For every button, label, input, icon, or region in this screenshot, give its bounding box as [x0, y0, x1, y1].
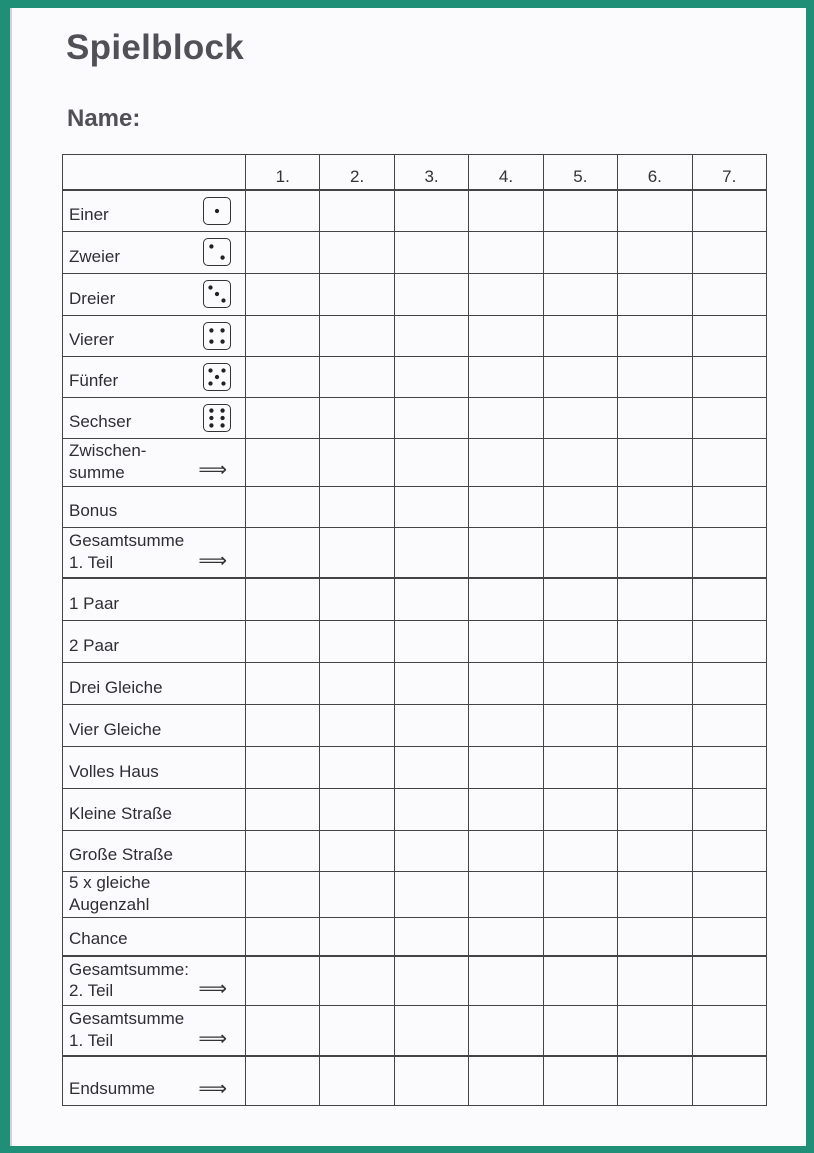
row-label-cell — [63, 956, 246, 1006]
score-row — [63, 918, 767, 956]
score-cell[interactable] — [394, 578, 468, 621]
score-cell[interactable] — [320, 663, 394, 705]
score-cell[interactable] — [618, 274, 692, 316]
score-cell[interactable] — [692, 398, 766, 439]
score-cell[interactable] — [618, 663, 692, 705]
die-face-1-icon — [203, 197, 231, 225]
row-label: Dreier — [69, 289, 116, 309]
score-cell[interactable] — [692, 232, 766, 274]
score-cell[interactable] — [246, 439, 320, 487]
score-cell[interactable] — [692, 621, 766, 663]
score-cell[interactable] — [320, 316, 394, 357]
score-cell[interactable] — [692, 487, 766, 528]
score-cell[interactable] — [469, 621, 543, 663]
column-header: 1. — [246, 155, 320, 190]
row-label-second-line: Augenzahl — [69, 895, 150, 914]
row-label-cell — [63, 747, 246, 789]
row-label-second-line: 1. Teil — [69, 552, 114, 572]
row-label: Vier Gleiche — [69, 720, 162, 740]
score-cell[interactable] — [692, 1006, 766, 1056]
score-cell[interactable] — [320, 487, 394, 528]
score-cell[interactable] — [469, 398, 543, 439]
score-cell[interactable] — [320, 357, 394, 398]
score-row — [63, 1006, 767, 1056]
score-cell[interactable] — [320, 1056, 394, 1106]
score-row — [63, 398, 767, 439]
page-title: Spielblock — [66, 28, 245, 67]
score-cell[interactable] — [618, 232, 692, 274]
row-label-cell — [63, 1056, 246, 1106]
score-cell[interactable] — [543, 232, 617, 274]
score-cell[interactable] — [394, 274, 468, 316]
score-cell[interactable] — [246, 274, 320, 316]
score-cell[interactable] — [618, 1056, 692, 1106]
score-cell[interactable] — [618, 789, 692, 831]
double-arrow-right-icon: ⟹ — [198, 978, 227, 1000]
score-cell[interactable] — [543, 487, 617, 528]
row-label-cell — [63, 705, 246, 747]
score-cell[interactable] — [246, 190, 320, 232]
score-cell[interactable] — [394, 398, 468, 439]
score-row — [63, 316, 767, 357]
score-row — [63, 747, 767, 789]
score-row — [63, 956, 767, 1006]
score-row — [63, 663, 767, 705]
score-row — [63, 872, 767, 918]
score-cell[interactable] — [394, 528, 468, 578]
score-cell[interactable] — [543, 918, 617, 956]
die-face-2-icon — [203, 238, 231, 266]
score-cell[interactable] — [469, 316, 543, 357]
double-arrow-right-icon: ⟹ — [198, 1078, 227, 1100]
score-row — [63, 357, 767, 398]
score-cell[interactable] — [469, 578, 543, 621]
score-cell[interactable] — [320, 190, 394, 232]
score-cell[interactable] — [543, 398, 617, 439]
score-cell[interactable] — [543, 1006, 617, 1056]
score-row — [63, 578, 767, 621]
row-label-cell — [63, 190, 246, 232]
score-cell[interactable] — [320, 872, 394, 918]
row-label: Kleine Straße — [69, 804, 172, 824]
score-cell[interactable] — [246, 398, 320, 439]
score-cell[interactable] — [692, 831, 766, 872]
score-cell[interactable] — [618, 956, 692, 1006]
score-cell[interactable] — [394, 232, 468, 274]
row-label-cell — [63, 528, 246, 578]
score-cell[interactable] — [618, 705, 692, 747]
row-label-cell — [63, 1006, 246, 1056]
score-cell[interactable] — [394, 487, 468, 528]
score-cell[interactable] — [469, 190, 543, 232]
score-cell[interactable] — [469, 439, 543, 487]
score-row — [63, 274, 767, 316]
score-cell[interactable] — [543, 316, 617, 357]
score-cell[interactable] — [320, 1006, 394, 1056]
score-cell[interactable] — [543, 578, 617, 621]
score-cell[interactable] — [246, 528, 320, 578]
score-cell[interactable] — [394, 316, 468, 357]
score-cell[interactable] — [543, 747, 617, 789]
score-cell[interactable] — [246, 357, 320, 398]
score-cell[interactable] — [394, 663, 468, 705]
score-cell[interactable] — [618, 439, 692, 487]
row-label-cell — [63, 621, 246, 663]
score-cell[interactable] — [618, 747, 692, 789]
score-cell[interactable] — [692, 918, 766, 956]
score-cell[interactable] — [618, 528, 692, 578]
score-cell[interactable] — [618, 872, 692, 918]
score-cell[interactable] — [246, 872, 320, 918]
score-cell[interactable] — [543, 621, 617, 663]
score-cell[interactable] — [320, 705, 394, 747]
score-cell[interactable] — [469, 956, 543, 1006]
score-cell[interactable] — [618, 621, 692, 663]
score-cell[interactable] — [246, 1006, 320, 1056]
score-cell[interactable] — [469, 274, 543, 316]
score-cell[interactable] — [469, 747, 543, 789]
score-table — [62, 154, 767, 1106]
score-cell[interactable] — [618, 831, 692, 872]
row-label: Drei Gleiche — [69, 678, 163, 698]
score-row — [63, 705, 767, 747]
score-cell[interactable] — [618, 357, 692, 398]
score-cell[interactable] — [543, 789, 617, 831]
score-row — [63, 1056, 767, 1106]
score-cell[interactable] — [394, 747, 468, 789]
row-label-second-line: 2. Teil — [69, 981, 114, 1001]
row-label: 1 Paar — [69, 594, 120, 614]
score-cell[interactable] — [320, 789, 394, 831]
score-row — [63, 789, 767, 831]
score-cell[interactable] — [246, 956, 320, 1006]
die-face-6-icon — [203, 404, 231, 432]
score-cell[interactable] — [320, 956, 394, 1006]
die-face-3-icon — [203, 280, 231, 308]
row-label: Chance — [69, 928, 128, 948]
score-cell[interactable] — [692, 528, 766, 578]
row-label: Volles Haus — [69, 762, 159, 782]
die-face-5-icon — [203, 363, 231, 391]
row-label: Vierer — [69, 330, 115, 350]
row-label-cell — [63, 872, 246, 918]
score-cell[interactable] — [469, 1006, 543, 1056]
score-cell[interactable] — [618, 1006, 692, 1056]
score-cell[interactable] — [394, 1006, 468, 1056]
score-cell[interactable] — [543, 956, 617, 1006]
score-cell[interactable] — [394, 357, 468, 398]
score-cell[interactable] — [246, 487, 320, 528]
row-label: Große Straße — [69, 845, 173, 865]
row-label: 5 x gleiche — [69, 873, 151, 893]
score-cell[interactable] — [320, 747, 394, 789]
name-label: Name: — [67, 105, 141, 132]
row-label-cell — [63, 439, 246, 487]
score-row — [63, 831, 767, 872]
score-cell[interactable] — [543, 872, 617, 918]
score-row — [63, 190, 767, 232]
double-arrow-right-icon: ⟹ — [198, 459, 227, 481]
score-cell[interactable] — [320, 232, 394, 274]
column-header: 3. — [394, 155, 468, 190]
score-cell[interactable] — [692, 1056, 766, 1106]
die-face-4-icon — [203, 322, 231, 350]
score-sheet — [10, 8, 806, 1146]
score-cell[interactable] — [469, 528, 543, 578]
row-label-cell — [63, 398, 246, 439]
score-cell[interactable] — [469, 918, 543, 956]
score-cell[interactable] — [246, 789, 320, 831]
row-label-cell — [63, 357, 246, 398]
score-cell[interactable] — [692, 789, 766, 831]
score-cell[interactable] — [692, 316, 766, 357]
row-label: Einer — [69, 205, 109, 225]
score-cell[interactable] — [469, 1056, 543, 1106]
score-cell[interactable] — [320, 831, 394, 872]
score-cell[interactable] — [394, 789, 468, 831]
score-cell[interactable] — [320, 621, 394, 663]
score-cell[interactable] — [394, 831, 468, 872]
row-label: Fünfer — [69, 371, 119, 391]
score-cell[interactable] — [543, 357, 617, 398]
score-cell[interactable] — [320, 578, 394, 621]
row-label-cell — [63, 663, 246, 705]
row-label: Gesamtsumme: — [69, 959, 189, 979]
score-cell[interactable] — [394, 190, 468, 232]
score-cell[interactable] — [246, 705, 320, 747]
score-cell[interactable] — [394, 621, 468, 663]
score-cell[interactable] — [543, 274, 617, 316]
score-cell[interactable] — [692, 357, 766, 398]
score-cell[interactable] — [320, 398, 394, 439]
row-label-cell — [63, 789, 246, 831]
row-label-cell — [63, 831, 246, 872]
score-cell[interactable] — [543, 1056, 617, 1106]
score-cell[interactable] — [394, 918, 468, 956]
score-cell[interactable] — [469, 789, 543, 831]
score-cell[interactable] — [618, 316, 692, 357]
header-row — [63, 155, 767, 190]
score-cell[interactable] — [469, 487, 543, 528]
score-cell[interactable] — [246, 747, 320, 789]
score-cell[interactable] — [692, 872, 766, 918]
score-cell[interactable] — [543, 663, 617, 705]
row-label-cell — [63, 316, 246, 357]
row-label: Endsumme — [69, 1079, 155, 1099]
score-cell[interactable] — [320, 439, 394, 487]
row-label: Bonus — [69, 501, 118, 521]
row-label: Zweier — [69, 247, 121, 267]
score-cell[interactable] — [246, 578, 320, 621]
score-cell[interactable] — [394, 956, 468, 1006]
score-row — [63, 528, 767, 578]
row-label: Gesamtsumme — [69, 531, 185, 551]
score-cell[interactable] — [692, 956, 766, 1006]
score-row — [63, 232, 767, 274]
row-label: Sechser — [69, 412, 132, 432]
score-cell[interactable] — [692, 274, 766, 316]
score-row — [63, 621, 767, 663]
score-cell[interactable] — [246, 621, 320, 663]
row-label: Gesamtsumme — [69, 1009, 185, 1029]
score-cell[interactable] — [246, 663, 320, 705]
row-label: 2 Paar — [69, 636, 120, 656]
score-cell[interactable] — [618, 578, 692, 621]
score-cell[interactable] — [618, 398, 692, 439]
column-header: 2. — [320, 155, 394, 190]
score-cell[interactable] — [394, 1056, 468, 1106]
score-cell[interactable] — [469, 705, 543, 747]
score-cell[interactable] — [246, 1056, 320, 1106]
score-cell[interactable] — [469, 663, 543, 705]
double-arrow-right-icon: ⟹ — [198, 1027, 227, 1050]
header-corner-cell — [63, 155, 246, 190]
score-cell[interactable] — [246, 918, 320, 956]
score-row — [63, 487, 767, 528]
score-cell[interactable] — [692, 747, 766, 789]
score-cell[interactable] — [543, 831, 617, 872]
score-cell[interactable] — [618, 918, 692, 956]
column-header: 5. — [543, 155, 617, 190]
row-label-cell — [63, 274, 246, 316]
score-cell[interactable] — [543, 439, 617, 487]
score-cell[interactable] — [469, 872, 543, 918]
score-cell[interactable] — [246, 232, 320, 274]
row-label-second-line: 1. Teil — [69, 1030, 114, 1050]
row-label-cell — [63, 918, 246, 956]
score-cell[interactable] — [692, 578, 766, 621]
row-label-cell — [63, 578, 246, 621]
score-cell[interactable] — [320, 528, 394, 578]
column-header: 4. — [469, 155, 543, 190]
score-cell[interactable] — [246, 831, 320, 872]
score-cell[interactable] — [469, 232, 543, 274]
score-cell[interactable] — [618, 487, 692, 528]
score-cell[interactable] — [692, 190, 766, 232]
score-cell[interactable] — [469, 357, 543, 398]
row-label-second-line: summe — [69, 463, 125, 482]
double-arrow-right-icon: ⟹ — [198, 549, 227, 572]
score-cell[interactable] — [394, 439, 468, 487]
score-cell[interactable] — [692, 439, 766, 487]
score-cell[interactable] — [394, 872, 468, 918]
column-header: 7. — [692, 155, 766, 190]
score-cell[interactable] — [469, 831, 543, 872]
column-header: 6. — [618, 155, 692, 190]
score-cell[interactable] — [246, 316, 320, 357]
row-label: Zwischen- — [69, 441, 147, 461]
score-cell[interactable] — [692, 705, 766, 747]
score-cell[interactable] — [543, 528, 617, 578]
score-cell[interactable] — [618, 190, 692, 232]
row-label-cell — [63, 487, 246, 528]
score-cell[interactable] — [320, 274, 394, 316]
score-row — [63, 439, 767, 487]
score-cell[interactable] — [692, 663, 766, 705]
score-cell[interactable] — [394, 705, 468, 747]
row-label-cell — [63, 232, 246, 274]
score-cell[interactable] — [543, 705, 617, 747]
score-cell[interactable] — [320, 918, 394, 956]
score-cell[interactable] — [543, 190, 617, 232]
